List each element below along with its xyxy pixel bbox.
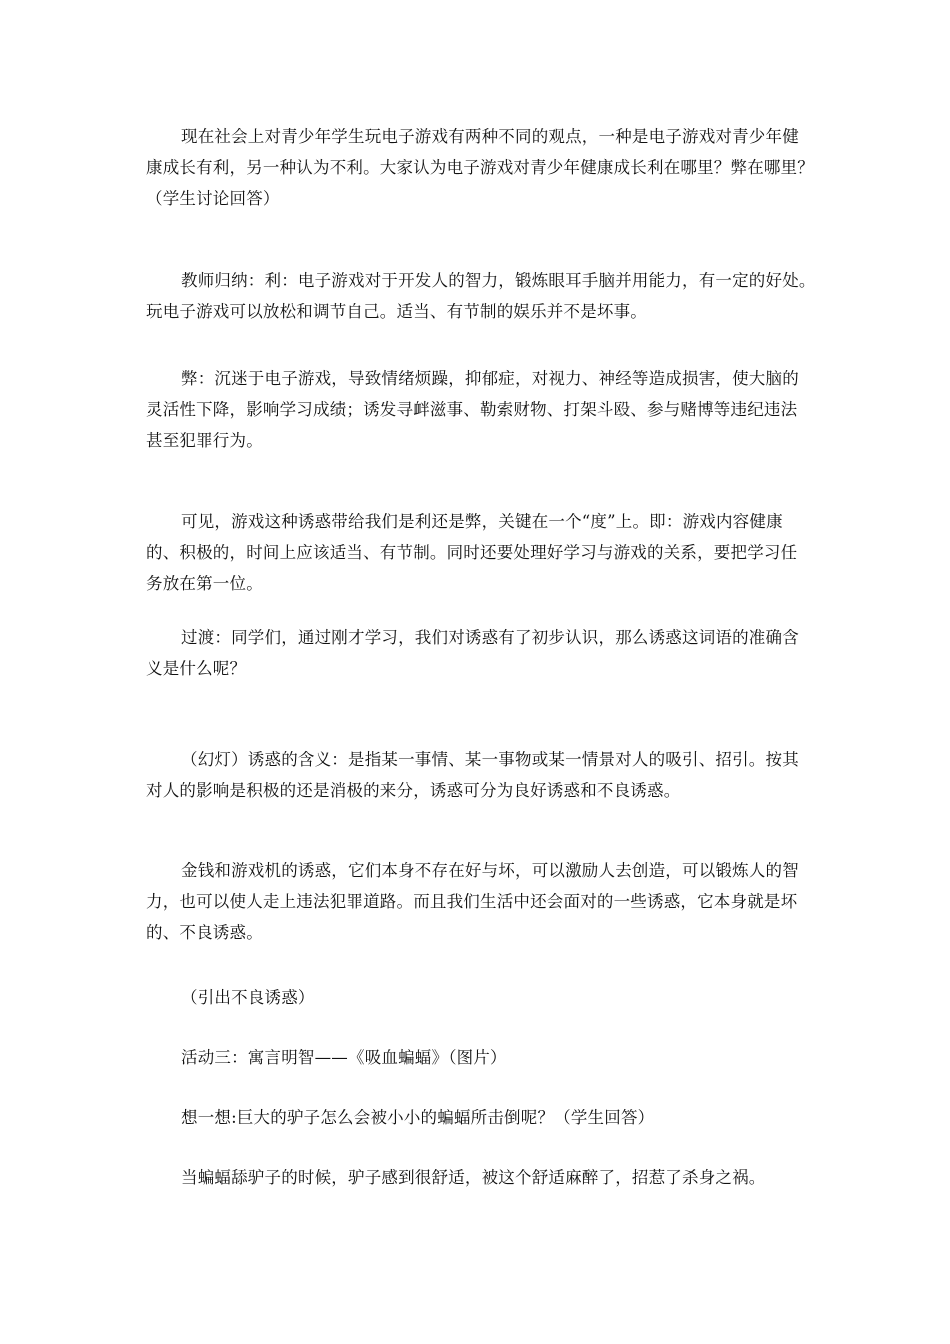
text-line: 义是什么呢？ <box>146 659 247 678</box>
paragraph-lead-in <box>146 982 816 1013</box>
text-line: 的、积极的，时间上应该适当、有节制。同时还要处理好学习与游戏的关系，要把学习任 <box>146 543 798 562</box>
text-line: （引出不良诱惑） <box>181 988 315 1007</box>
text-line: 灵活性下降，影响学习成绩；诱发寻衅滋事、勒索财物、打架斗殴、参与赌博等违纪违法 <box>146 400 798 419</box>
paragraph-activity-three <box>146 1042 816 1073</box>
paragraph-teacher-summary-benefits <box>146 265 816 327</box>
text-line: 现在社会上对青少年学生玩电子游戏有两种不同的观点，一种是电子游戏对青少年健 <box>181 127 799 146</box>
paragraph-moderation <box>146 506 816 599</box>
text-line: 甚至犯罪行为。 <box>146 431 263 450</box>
paragraph-think-question <box>146 1102 816 1133</box>
text-line: 的、不良诱惑。 <box>146 923 263 942</box>
text-line: 当蝙蝠舔驴子的时候，驴子感到很舒适，被这个舒适麻醉了，招惹了杀身之祸。 <box>181 1168 766 1187</box>
text-line: 力，也可以使人走上违法犯罪道路。而且我们生活中还会面对的一些诱惑，它本身就是坏 <box>146 892 798 911</box>
text-line: 教师归纳：利：电子游戏对于开发人的智力，锻炼眼耳手脑并用能力，有一定的好处。 <box>181 271 816 290</box>
text-line: （学生讨论回答） <box>146 189 280 208</box>
text-line: 康成长有利，另一种认为不利。大家认为电子游戏对青少年健康成长利在哪里？弊在哪里？ <box>146 158 814 177</box>
text-line: 活动三：寓言明智——《吸血蝙蝠》（图片） <box>181 1048 507 1067</box>
text-line: 对人的影响是积极的还是消极的来分，诱惑可分为良好诱惑和不良诱惑。 <box>146 781 681 800</box>
text-line: 想一想:巨大的驴子怎么会被小小的蝙蝠所击倒呢？（学生回答） <box>181 1108 655 1127</box>
paragraph-drawbacks <box>146 363 816 456</box>
text-line: （幻灯）诱惑的含义：是指某一事情、某一事物或某一情景对人的吸引、招引。按其 <box>181 750 799 769</box>
paragraph-temptation-definition <box>146 744 816 806</box>
text-line: 金钱和游戏机的诱惑，它们本身不存在好与坏，可以激励人去创造，可以锻炼人的智 <box>181 861 799 880</box>
paragraph-transition <box>146 622 816 684</box>
text-line: 玩电子游戏可以放松和调节自己。适当、有节制的娱乐并不是坏事。 <box>146 302 647 321</box>
text-line: 过渡：同学们，通过刚才学习，我们对诱惑有了初步认识，那么诱惑这词语的准确含 <box>181 628 799 647</box>
text-line: 可见，游戏这种诱惑带给我们是利还是弊，关键在一个“度”上。即：游戏内容健康 <box>181 512 783 531</box>
paragraph-money-and-games <box>146 855 816 948</box>
text-line: 弊：沉迷于电子游戏，导致情绪烦躁，抑郁症，对视力、神经等造成损害，使大脑的 <box>181 369 799 388</box>
paragraph-video-game-views <box>146 121 816 214</box>
paragraph-bat-explanation <box>146 1162 816 1193</box>
text-line: 务放在第一位。 <box>146 574 263 593</box>
